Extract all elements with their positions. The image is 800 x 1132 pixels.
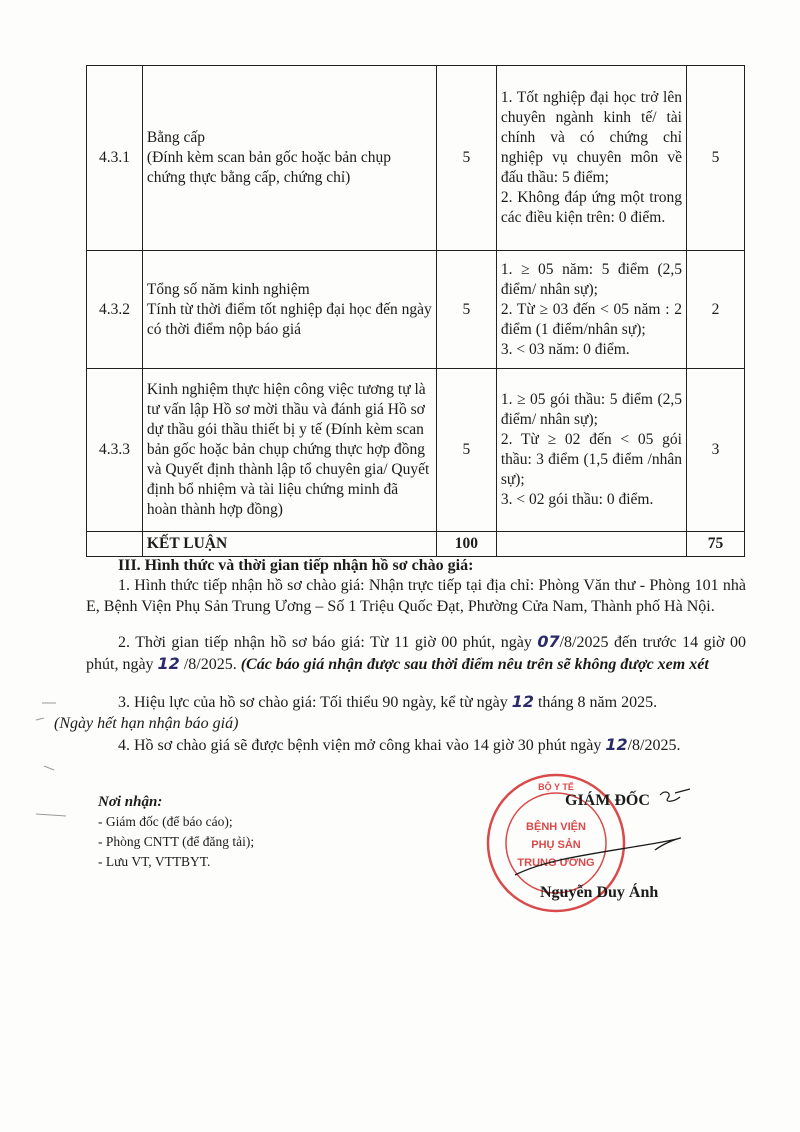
- stamp-ring: BỘ Y TẾ: [538, 782, 574, 792]
- recipient-item: - Phòng CNTT (để đăng tải);: [98, 834, 255, 849]
- stamp-line: TRUNG ƯƠNG: [517, 857, 595, 869]
- criteria-content: [142, 369, 436, 532]
- evaluation-rules: [496, 369, 686, 532]
- handwritten-day: 07: [537, 632, 560, 651]
- signer-name: Nguyễn Duy Ánh: [540, 884, 659, 901]
- handwritten-day: 12: [605, 735, 628, 754]
- criteria-code: 4.3.1: [87, 66, 143, 251]
- p3-note: (Ngày hết hạn nhận báo giá): [54, 715, 239, 732]
- p2-text: 2. Thời gian tiếp nhận hồ sơ báo giá: Từ 11 giờ 00 phút, ngày: [118, 634, 538, 651]
- result-score: 5: [687, 66, 745, 251]
- rule: 2. Không đáp ứng một trong các điều kiện trên: 0 điểm.: [500, 189, 682, 226]
- criteria-content: [142, 66, 436, 251]
- section-title: III. Hình thức và thời gian tiếp nhận hồ sơ chào giá:: [118, 557, 474, 574]
- recipients-header: Nơi nhận:: [98, 794, 163, 810]
- p3-text: 3. Hiệu lực của hồ sơ chào giá: Tối thiểu 90 ngày, kể từ ngày: [118, 694, 512, 711]
- paragraph-3: [54, 691, 746, 734]
- rule: 1. ≥ 05 gói thầu: 5 điểm (2,5 điểm/ nhân sự);: [500, 391, 682, 428]
- max-score: 5: [436, 251, 496, 369]
- table-row: [87, 66, 745, 251]
- recipients-block: [98, 792, 254, 872]
- p4-text: 4. Hồ sơ chào giá sẽ được bệnh viện mở công khai vào 14 giờ 30 phút ngày: [118, 737, 606, 754]
- signer-title: GIÁM ĐỐC: [565, 792, 650, 809]
- recipient-item: - Giám đốc (để báo cáo);: [98, 814, 233, 829]
- recipient-item: - Lưu VT, VTTBYT.: [98, 854, 211, 869]
- conclusion-row: [87, 532, 745, 557]
- scan-marks-icon: [0, 690, 90, 830]
- criteria-title: Kinh nghiệm thực hiện công việc tương tự là tư vấn lập Hồ sơ mời thầu và đánh giá Hồ sơ dự thầu gói thầu thiết bị y tế (Đính kèm scan bản gốc hoặc bản chụp chứng thực hợp đồng và Quyết định thành lập tổ chuyên gia/ Quyết định bổ nhiệm và tài liệu chứng minh đã hoàn thành hợp đồng): [146, 381, 430, 518]
- conclusion-spacer: [87, 532, 143, 557]
- result-score: 2: [687, 251, 745, 369]
- rule: 2. Từ ≥ 03 đến < 05 năm : 2 điểm (1 điểm/nhân sự);: [500, 300, 682, 338]
- criteria-title: Bằng cấp: [146, 129, 206, 146]
- conclusion-label: KẾT LUẬN: [142, 532, 436, 557]
- p2-text: /8/2025 đến trước 14 giờ 00 phút, ngày: [86, 634, 746, 673]
- criteria-code: 4.3.2: [87, 251, 143, 369]
- criteria-content: [142, 251, 436, 369]
- p2-text: /8/2025.: [179, 656, 241, 673]
- stamp-line: BỆNH VIỆN: [526, 821, 586, 833]
- criteria-note: Tính từ thời điểm tốt nghiệp đại học đến ngày có thời điểm nộp báo giá: [146, 300, 432, 338]
- p4-text: /8/2025.: [627, 737, 681, 754]
- p2-note: (Các báo giá nhận được sau thời điểm nêu trên sẽ không được xem xét: [240, 656, 709, 673]
- stamp-line: PHỤ SẢN: [531, 839, 581, 851]
- criteria-title: Tổng số năm kinh nghiệm: [146, 280, 310, 298]
- conclusion-result: 75: [687, 532, 745, 557]
- evaluation-rules: [496, 251, 686, 369]
- rule: 3. < 03 năm: 0 điểm.: [500, 340, 630, 358]
- rule: 3. < 02 gói thầu: 0 điểm.: [500, 491, 654, 508]
- handwritten-day: 12: [157, 654, 180, 673]
- handwritten-day: 12: [511, 692, 534, 711]
- rule: 1. ≥ 05 năm: 5 điểm (2,5 điểm/ nhân sự);: [500, 260, 682, 298]
- paragraph-2: [86, 631, 746, 675]
- criteria-table: [86, 65, 745, 557]
- max-score: 5: [436, 66, 496, 251]
- table-row: [87, 369, 745, 532]
- p3-text: tháng 8 năm 2025.: [533, 694, 658, 711]
- criteria-note: (Đính kèm scan bản gốc hoặc bản chụp chứng thực bằng cấp, chứng chỉ): [146, 149, 391, 186]
- rule: 2. Từ ≥ 02 đến < 05 gói thầu: 3 điểm (1,5 điểm /nhân sự);: [500, 431, 682, 488]
- evaluation-rules: [496, 66, 686, 251]
- paragraph-4: [86, 734, 746, 756]
- conclusion-total: 100: [436, 532, 496, 557]
- rule: 1. Tốt nghiệp đại học trở lên chuyên ngành kinh tế/ tài chính và có chứng chỉ nghiệp vụ chuyên môn về đấu thầu: 5 điểm;: [500, 89, 682, 186]
- max-score: 5: [436, 369, 496, 532]
- table-row: [87, 251, 745, 369]
- conclusion-empty: [496, 532, 686, 557]
- result-score: 3: [687, 369, 745, 532]
- paragraph-1: 1. Hình thức tiếp nhận hồ sơ chào giá: Nhận trực tiếp tại địa chỉ: Phòng Văn thư - Phòng 101 nhà E, Bệnh Viện Phụ Sản Trung Ương – Số 1 Triệu Quốc Đạt, Phường Cửa Nam, Thành phố Hà Nội.: [86, 577, 746, 615]
- criteria-code: 4.3.3: [87, 369, 143, 532]
